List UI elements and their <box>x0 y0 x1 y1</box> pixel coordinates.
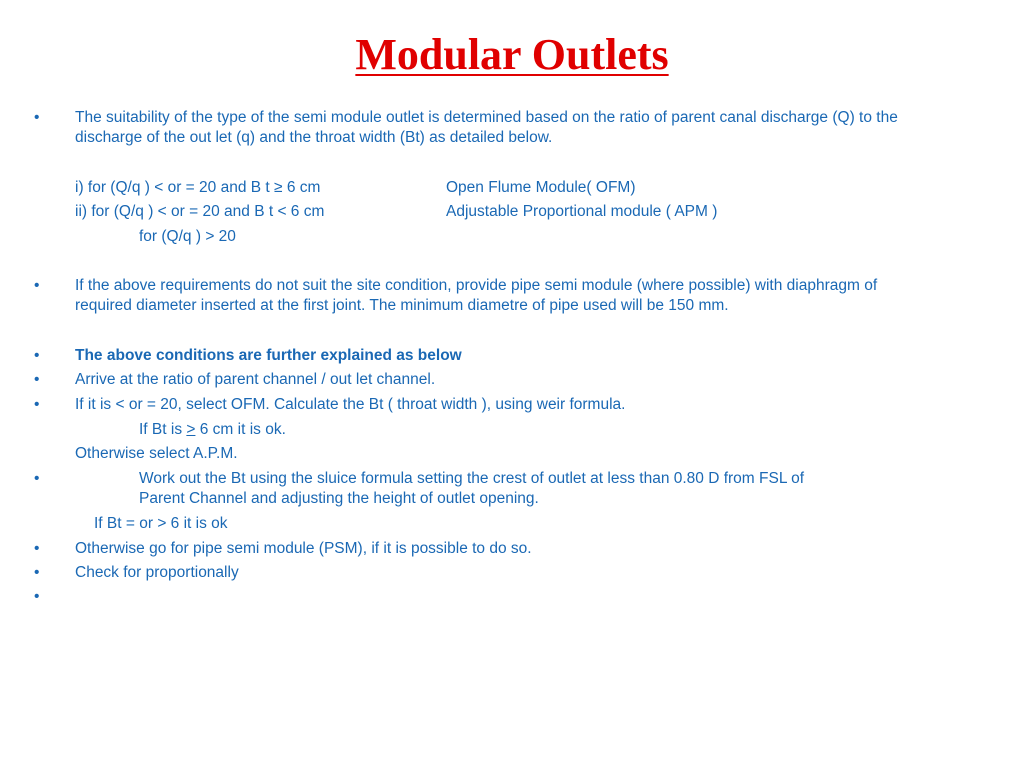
work-out-bt-line2: Parent Channel and adjusting the height of outlet opening. <box>139 490 539 507</box>
paragraph-pipe-module-line1: If the above requirements do not suit the site condition, provide pipe semi module (where possible) with diaphragm of <box>75 277 878 294</box>
otherwise-psm-text: Otherwise go for pipe semi module (PSM), if it is possible to do so. <box>75 540 532 557</box>
bullet: • <box>34 540 40 557</box>
explained-heading: The above conditions are further explained as below <box>75 347 462 364</box>
bullet: • <box>34 347 40 364</box>
bullet: • <box>34 470 40 487</box>
paragraph-pipe-module-line2: required diameter inserted at the first joint. The minimum diametre of pipe used will be 150 mm. <box>75 297 729 314</box>
condition-3-criteria: for (Q/q ) > 20 <box>139 228 236 245</box>
if-bt-ok-2-text: If Bt = or > 6 it is ok <box>94 515 228 532</box>
if-bt-suffix: 6 cm it is ok. <box>195 421 286 438</box>
paragraph-suitability-line2: discharge of the out let (q) and the throat width (Bt) as detailed below. <box>75 129 553 146</box>
condition-1-criteria: i) for (Q/q ) < or = 20 and B t ≥ 6 cm <box>75 179 321 196</box>
if-bt-prefix: If Bt is <box>139 421 187 438</box>
bullet: • <box>34 277 40 294</box>
bullet: • <box>34 109 40 126</box>
check-proportionally-text: Check for proportionally <box>75 564 239 581</box>
bullet: • <box>34 564 40 581</box>
bullet: • <box>34 371 40 388</box>
if-bt-ok-text <box>139 420 286 440</box>
select-ofm-text: If it is < or = 20, select OFM. Calculate the Bt ( throat width ), using weir formula. <box>75 396 626 413</box>
otherwise-apm-text: Otherwise select A.P.M. <box>75 445 238 462</box>
bullet: • <box>34 396 40 413</box>
condition-1-result: Open Flume Module( OFM) <box>446 179 636 196</box>
greater-equal-symbol: > <box>186 421 196 438</box>
paragraph-suitability-line1: The suitability of the type of the semi module outlet is determined based on the ratio of parent canal discharge (Q) to the <box>75 109 898 126</box>
arrive-ratio-text: Arrive at the ratio of parent channel / out let channel. <box>75 371 436 388</box>
work-out-bt-line1: Work out the Bt using the sluice formula setting the crest of outlet at less than 0.80 D from FSL of <box>139 470 805 487</box>
condition-2-result: Adjustable Proportional module ( APM ) <box>446 203 718 220</box>
bullet-empty: • <box>34 588 40 605</box>
slide-title: Modular Outlets <box>355 30 669 79</box>
condition-2-criteria: ii) for (Q/q ) < or = 20 and B t < 6 cm <box>75 203 325 220</box>
